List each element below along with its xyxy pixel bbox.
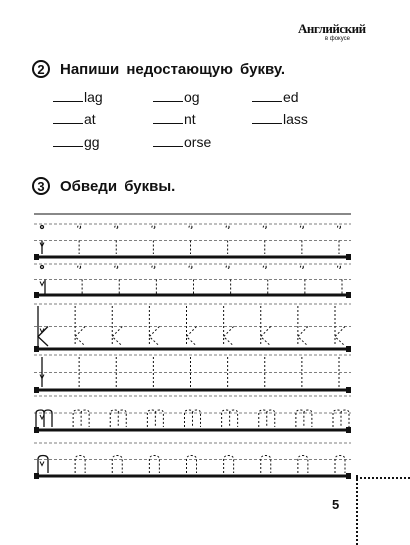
baseline-cap <box>34 346 39 352</box>
baseline-cap <box>34 473 39 479</box>
direction-arrow-icon <box>40 282 44 286</box>
letter-dot <box>189 266 192 269</box>
baseline-cap <box>346 254 351 260</box>
page-edge-decoration <box>356 475 358 545</box>
baseline-cap <box>346 387 351 393</box>
letter-dot <box>41 226 44 229</box>
traced-letter-j <box>188 280 194 296</box>
direction-arrow-icon <box>40 375 44 379</box>
direction-arrow-icon <box>40 329 44 333</box>
letter-dot <box>263 266 266 269</box>
traced-letter-n <box>224 456 234 474</box>
letter-dot <box>152 266 155 269</box>
letter-dot <box>152 226 155 229</box>
word-blank-6[interactable]: lass <box>252 111 308 127</box>
logo-brand: Английский <box>298 21 366 36</box>
letter-dot <box>263 226 266 229</box>
baseline-cap <box>34 427 39 433</box>
traced-letter-n <box>298 456 308 474</box>
tracing-area <box>34 214 351 479</box>
traced-letter-j <box>262 280 268 296</box>
word-blank-8[interactable]: orse <box>153 134 211 150</box>
traced-letter-k <box>335 306 345 346</box>
word-blank-7[interactable]: gg <box>53 134 100 150</box>
letter-dot <box>338 266 341 269</box>
letter-dot <box>338 226 341 229</box>
direction-arrow-icon <box>40 462 44 466</box>
letter-dot <box>300 266 303 269</box>
traced-letter-k <box>75 306 85 346</box>
traced-letter-j <box>113 280 119 296</box>
traced-letter-n <box>187 456 197 474</box>
letter-dot <box>78 226 81 229</box>
direction-arrow-icon <box>40 415 44 419</box>
traced-letter-m <box>147 410 163 427</box>
word-blank-5[interactable]: nt <box>153 111 196 127</box>
traced-letter-m <box>36 410 52 427</box>
word-blank-4[interactable]: at <box>53 111 96 127</box>
letter-dot <box>115 266 118 269</box>
baseline-cap <box>346 346 351 352</box>
logo-subtitle: в фокусе <box>324 36 350 42</box>
letter-dot <box>78 266 81 269</box>
traced-letter-m <box>259 410 275 427</box>
baseline-cap <box>34 387 39 393</box>
logo <box>298 21 366 50</box>
traced-letter-j <box>225 280 231 296</box>
traced-letter-n <box>149 456 159 474</box>
traced-letter-n <box>112 456 122 474</box>
page-number: 5 <box>332 497 340 512</box>
baseline <box>34 389 351 392</box>
task-3-title: Обведи буквы. <box>60 177 176 195</box>
traced-letter-n <box>335 456 345 474</box>
page-edge-decoration <box>356 477 410 479</box>
task-3-heading <box>32 177 175 195</box>
task-number-badge: 2 <box>32 60 50 78</box>
traced-letter-j <box>39 280 45 296</box>
baseline <box>34 256 351 259</box>
traced-letter-k <box>224 306 234 346</box>
traced-letter-n <box>261 456 271 474</box>
traced-letter-k <box>187 306 197 346</box>
traced-letter-j <box>336 280 342 296</box>
traced-letter-m <box>185 410 201 427</box>
traced-letter-k <box>261 306 271 346</box>
traced-letter-j <box>76 280 82 296</box>
baseline-cap <box>34 254 39 260</box>
baseline-cap <box>346 427 351 433</box>
traced-letter-k <box>298 306 308 346</box>
task-2-title: Напиши недостающую букву. <box>60 60 286 78</box>
baseline <box>34 348 351 351</box>
traced-letter-k <box>149 306 159 346</box>
task-number-badge: 3 <box>32 177 50 195</box>
word-blank-3[interactable]: ed <box>252 89 299 105</box>
traced-letter-j <box>150 280 156 296</box>
letter-dot <box>226 226 229 229</box>
baseline-cap <box>346 292 351 298</box>
baseline <box>34 429 351 432</box>
letter-dot <box>226 266 229 269</box>
letter-dot <box>115 226 118 229</box>
traced-letter-m <box>110 410 126 427</box>
baseline <box>34 294 351 297</box>
letter-dot <box>41 266 44 269</box>
letter-dot <box>189 226 192 229</box>
traced-letter-n <box>75 456 85 474</box>
traced-letter-k <box>112 306 122 346</box>
letter-dot <box>300 226 303 229</box>
word-blank-1[interactable]: lag <box>53 89 103 105</box>
baseline <box>34 475 351 478</box>
baseline-cap <box>346 473 351 479</box>
traced-letter-m <box>296 410 312 427</box>
traced-letter-m <box>73 410 89 427</box>
traced-letter-n <box>38 456 48 474</box>
traced-letter-k <box>38 306 48 346</box>
direction-arrow-icon <box>40 243 44 247</box>
task-2-heading <box>32 60 285 78</box>
traced-letter-m <box>222 410 238 427</box>
word-blank-2[interactable]: og <box>153 89 200 105</box>
traced-letter-m <box>333 410 349 427</box>
baseline-cap <box>34 292 39 298</box>
traced-letter-j <box>299 280 305 296</box>
